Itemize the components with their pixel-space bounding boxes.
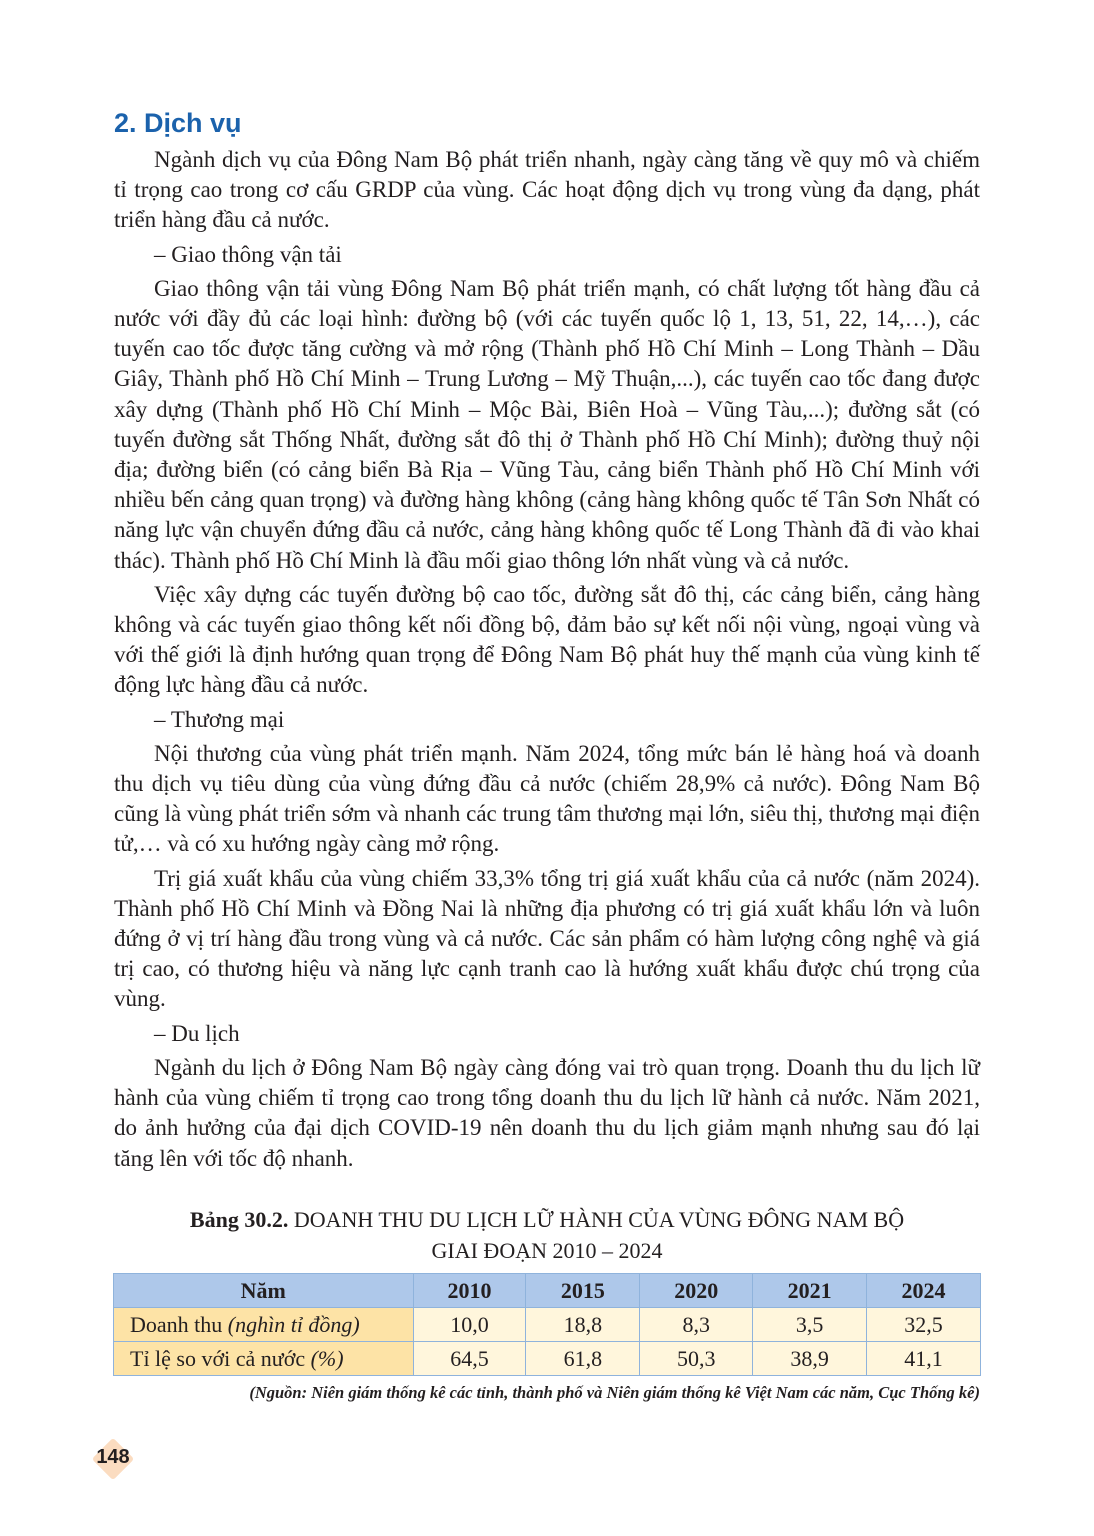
table-cell: 18,8 (526, 1308, 640, 1342)
table-title-line2: GIAI ĐOẠN 2010 – 2024 (431, 1238, 663, 1263)
section-heading: 2. Dịch vụ (114, 108, 242, 138)
table-cell: 8,3 (640, 1308, 753, 1342)
table-cell: 61,8 (526, 1342, 640, 1376)
table-cell: 32,5 (867, 1308, 981, 1342)
table-cell: 64,5 (413, 1342, 526, 1376)
subheading-trade: – Thương mại (154, 706, 285, 732)
table-title-line1: DOANH THU DU LỊCH LỮ HÀNH CỦA VÙNG ĐÔNG NAM BỘ (293, 1207, 905, 1232)
row-label-share (114, 1342, 414, 1376)
table-cell: 41,1 (867, 1342, 981, 1376)
header-cell: 2010 (413, 1274, 526, 1308)
body-text (114, 145, 980, 1174)
paragraph-tourism: Ngành du lịch ở Đông Nam Bộ ngày càng đóng vai trò quan trọng. Doanh thu du lịch lữ hành của vùng chiếm tỉ trọng cao trong tổng doanh thu du lịch lữ hành cả nước. Năm 2021, do ảnh hưởng của đại dịch COVID-19 nên doanh thu du lịch giảm mạnh nhưng sau đó lại tăng lên với tốc độ nhanh. (114, 1054, 980, 1171)
row-label-text: Tỉ lệ so với cả nước (130, 1345, 306, 1371)
paragraph-transport-plan: Việc xây dựng các tuyến đường bộ cao tốc, đường sắt đô thị, các cảng biển, cảng hàng không và các tuyến giao thông kết nối đồng bộ, đảm bảo sự kết nối nội vùng, ngoại vùng và với thế giới là định hướng quan trọng để Đông Nam Bộ phát huy thế mạnh của vùng kinh tế động lực hàng đầu cả nước. (114, 581, 980, 698)
table-cell: 38,9 (753, 1342, 867, 1376)
table-header-row (114, 1274, 981, 1308)
page-number-badge (92, 1440, 134, 1478)
table-source: (Nguồn: Niên giám thống kê các tỉnh, thành phố và Niên giám thống kê Việt Nam các năm, Cục Thống kê) (249, 1383, 980, 1402)
header-cell: 2020 (640, 1274, 753, 1308)
row-unit: (nghìn tỉ đồng) (227, 1311, 360, 1337)
header-cell: 2024 (867, 1274, 981, 1308)
table-cell: 10,0 (413, 1308, 526, 1342)
table-label: Bảng 30.2. (189, 1207, 289, 1232)
row-label-revenue (114, 1308, 414, 1342)
header-cell: 2015 (526, 1274, 640, 1308)
table-caption (114, 1204, 980, 1266)
table-cell: 3,5 (753, 1308, 867, 1342)
header-cell-year: Năm (114, 1274, 414, 1308)
table-row (114, 1342, 981, 1376)
row-unit: (%) (310, 1345, 344, 1371)
header-cell: 2021 (753, 1274, 867, 1308)
table-row (114, 1308, 981, 1342)
revenue-table (113, 1273, 981, 1376)
subheading-transport: – Giao thông vận tải (154, 241, 342, 267)
paragraph-transport: Giao thông vận tải vùng Đông Nam Bộ phát triển mạnh, có chất lượng tốt hàng đầu cả nước với đầy đủ các loại hình: đường bộ (với các tuyến quốc lộ 1, 13, 51, 22, 14,…), các tuyến cao tốc được tăng cường và mở rộng (Thành phố Hồ Chí Minh – Long Thành – Dầu Giây, Thành phố Hồ Chí Minh – Trung Lương – Mỹ Thuận,...), các tuyến cao tốc đang được xây dựng (Thành phố Hồ Chí Minh – Mộc Bài, Biên Hoà – Vũng Tàu,...); đường sắt (có tuyến đường sắt Thống Nhất, đường sắt đô thị ở Thành phố Hồ Chí Minh); đường thuỷ nội địa; đường biển (có cảng biển Bà Rịa – Vũng Tàu, cảng biển Thành phố Hồ Chí Minh với nhiều bến cảng quan trọng) và đường hàng không (cảng hàng không quốc tế Tân Sơn Nhất có năng lực vận chuyển đứng đầu cả nước, cảng hàng không quốc tế Long Thành đã đi vào khai thác). Thành phố Hồ Chí Minh là đầu mối giao thông lớn nhất vùng và cả nước. (114, 275, 980, 573)
subheading-tourism: – Du lịch (154, 1020, 240, 1046)
paragraph-export: Trị giá xuất khẩu của vùng chiếm 33,3% tổng trị giá xuất khẩu của cả nước (năm 2024). Thành phố Hồ Chí Minh và Đồng Nai là những địa phương có trị giá xuất khẩu lớn và luôn đứng ở vị trí hàng đầu trong vùng và cả nước. Các sản phẩm có hàm lượng công nghệ và giá trị cao, có thương hiệu và năng lực cạnh tranh cao là hướng xuất khẩu được chú trọng của vùng. (114, 865, 980, 1012)
row-label-text: Doanh thu (130, 1311, 223, 1337)
table-cell: 50,3 (640, 1342, 753, 1376)
paragraph-intro: Ngành dịch vụ của Đông Nam Bộ phát triển nhanh, ngày càng tăng về quy mô và chiếm tỉ trọng cao trong cơ cấu GRDP của vùng. Các hoạt động dịch vụ trong vùng đa dạng, phát triển hàng đầu cả nước. (114, 147, 980, 233)
paragraph-domestic-trade: Nội thương của vùng phát triển mạnh. Năm 2024, tổng mức bán lẻ hàng hoá và doanh thu dịch vụ tiêu dùng của vùng đứng đầu cả nước (chiếm 28,9% cả nước). Đông Nam Bộ cũng là vùng phát triển sớm và nhanh các trung tâm thương mại lớn, siêu thị, thương mại điện tử,… và có xu hướng ngày càng mở rộng. (114, 740, 980, 857)
page-number: 148 (96, 1446, 130, 1468)
